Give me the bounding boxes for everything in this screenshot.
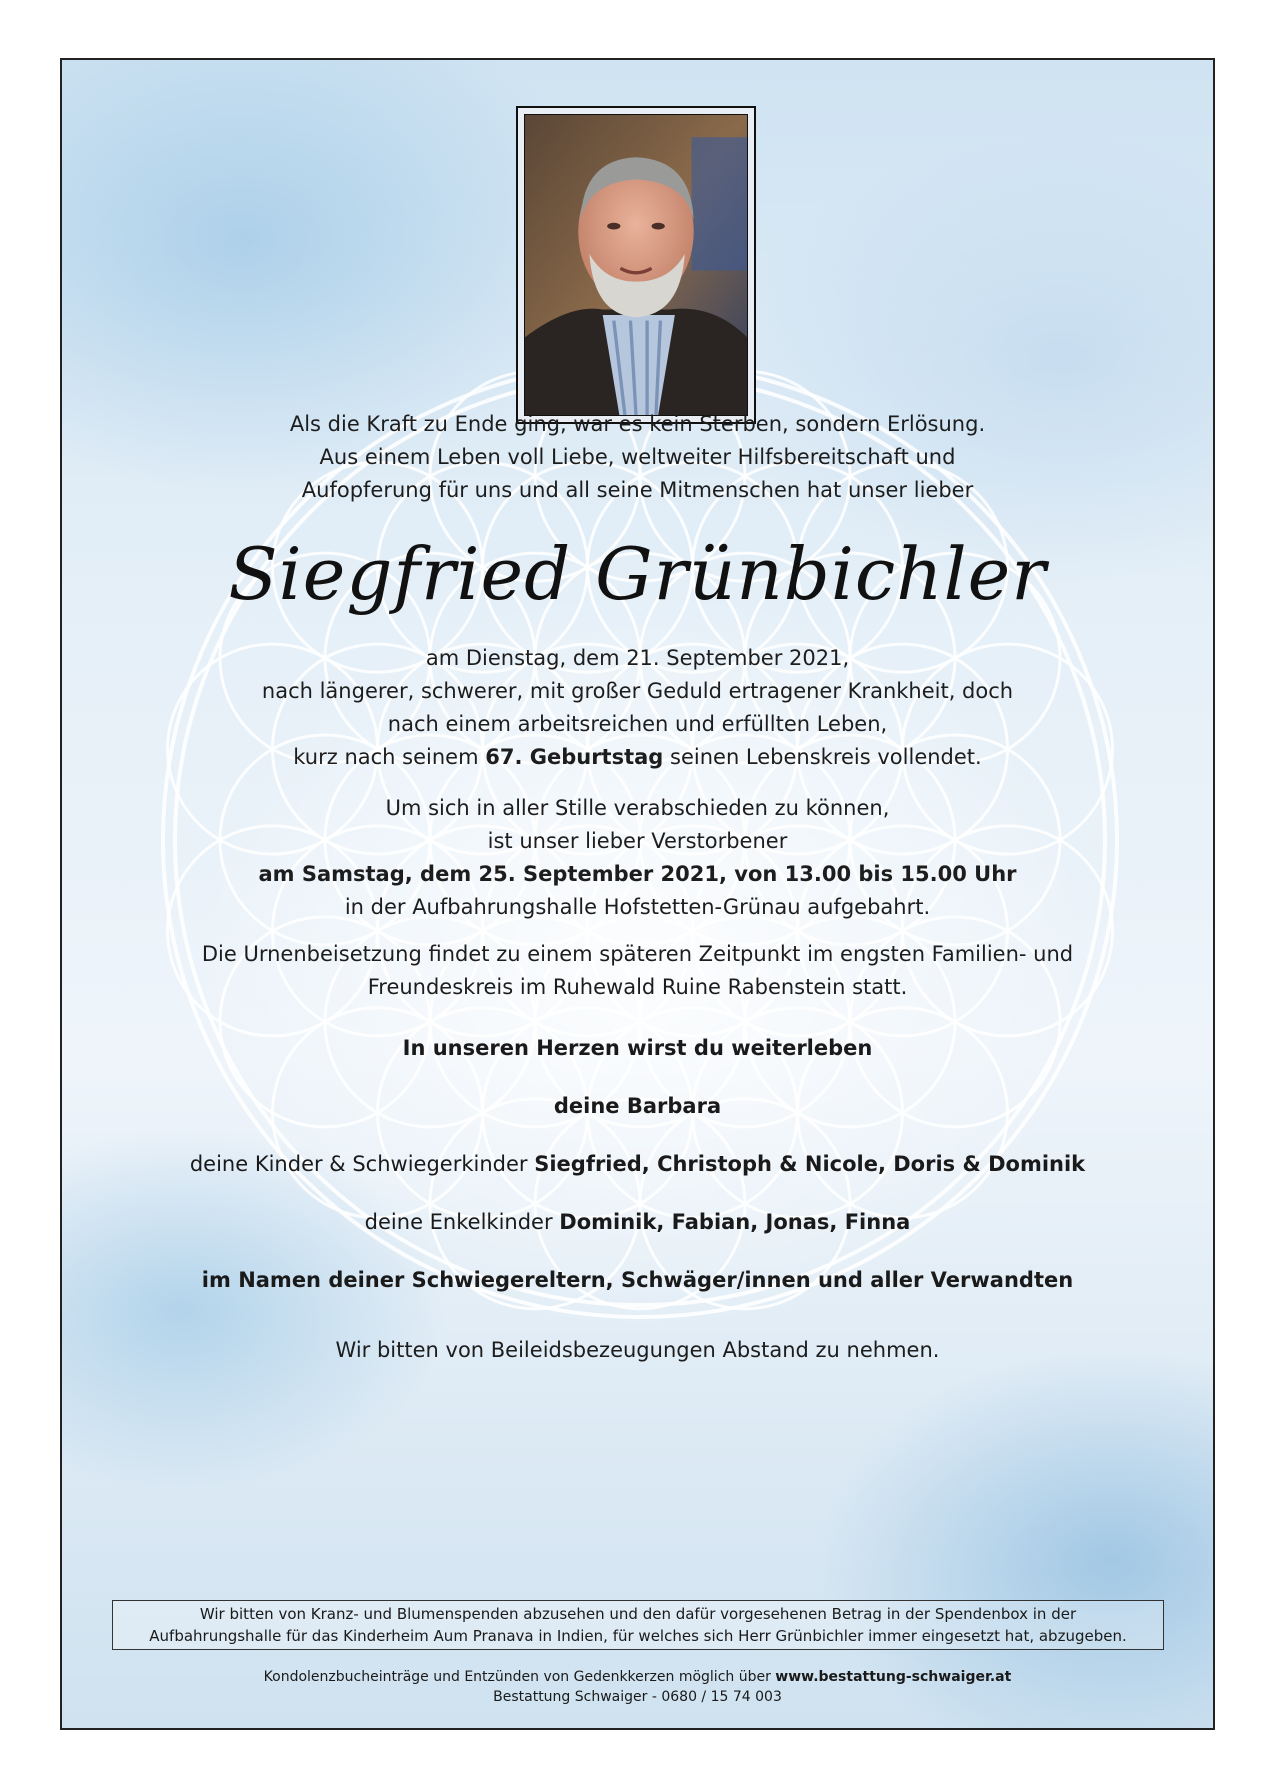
mourner-family — [62, 1265, 1213, 1295]
condolence-note-text: Wir bitten von Beileidsbezeugungen Abstand zu nehmen. — [335, 1338, 940, 1362]
passing-line-4 — [62, 741, 1213, 774]
passing-line-3: nach einem arbeitsreichen und erfüllten Leben, — [387, 712, 888, 736]
birthday-highlight: 67. Geburtstag — [485, 745, 664, 769]
mourner-family-text: im Namen deiner Schwiegereltern, Schwäger/innen und aller Verwandten — [201, 1268, 1074, 1292]
mourner-grandchildren-text — [62, 1207, 1213, 1237]
burial-line-1: Die Urnenbeisetzung findet zu einem späteren Zeitpunkt im engsten Familien- und — [201, 942, 1074, 966]
intro-line-2: Aus einem Leben voll Liebe, weltweiter Hilfsbereitschaft und — [319, 445, 956, 469]
deceased-name: Siegfried Grünbichler — [228, 532, 1047, 616]
donation-line-1: Wir bitten von Kranz- und Blumenspenden abzusehen und den dafür vorgesehenen Betrag in der Spendenbox in der — [199, 1605, 1077, 1623]
intro-text — [62, 408, 1213, 507]
footer — [62, 1667, 1213, 1707]
passing-line-1: am Dienstag, dem 21. September 2021, — [425, 646, 850, 670]
mourner-wife — [62, 1091, 1213, 1121]
viewing-line-1: Um sich in aller Stille verabschieden zu können, — [385, 796, 890, 820]
footer-line-2: Bestattung Schwaiger - 0680 / 15 74 003 — [493, 1689, 782, 1705]
viewing-line-2: ist unser lieber Verstorbener — [487, 829, 788, 853]
portrait-frame — [516, 106, 756, 424]
burial-info — [62, 938, 1213, 1004]
mourner-grandchildren — [62, 1207, 1213, 1237]
children-label: deine Kinder & Schwiegerkinder — [189, 1152, 535, 1176]
passing-info — [62, 642, 1213, 774]
donation-notice-box — [112, 1600, 1164, 1650]
grandchildren-names: Dominik, Fabian, Jonas, Finna — [559, 1210, 911, 1234]
children-names: Siegfried, Christoph & Nicole, Doris & Dominik — [534, 1152, 1086, 1176]
footer-text: Kondolenzbucheinträge und Entzünden von Gedenkkerzen möglich über — [263, 1669, 776, 1685]
closing-text: In unseren Herzen wirst du weiterleben — [402, 1036, 873, 1060]
donation-line-2: Aufbahrungshalle für das Kinderheim Aum Pranava in Indien, für welches sich Herr Grünbichler immer eingesetzt hat, abzugeben. — [149, 1627, 1127, 1645]
passing-line-2: nach längerer, schwerer, mit großer Geduld ertragener Krankheit, doch — [261, 679, 1014, 703]
viewing-info — [62, 792, 1213, 924]
mourner-children — [62, 1149, 1213, 1179]
viewing-date: am Samstag, dem 25. September 2021, von 13.00 bis 15.00 Uhr — [258, 862, 1017, 886]
viewing-line-4: in der Aufbahrungshalle Hofstetten-Grünau aufgebahrt. — [344, 895, 931, 919]
grandchildren-label: deine Enkelkinder — [364, 1210, 560, 1234]
deceased-name-block — [62, 532, 1213, 616]
passing-line-4-pre: kurz nach seinem — [293, 745, 486, 769]
closing-line — [62, 1033, 1213, 1063]
footer-line-1 — [62, 1667, 1213, 1687]
mourner-wife-text: deine Barbara — [553, 1094, 722, 1118]
intro-line-3: Aufopferung für uns und all seine Mitmenschen hat unser lieber — [301, 478, 974, 502]
passing-line-4-post: seinen Lebenskreis vollendet. — [663, 745, 982, 769]
mourner-children-text — [62, 1149, 1213, 1179]
condolence-note — [62, 1334, 1213, 1367]
portrait-photo — [524, 114, 748, 416]
burial-line-2: Freundeskreis im Ruhewald Ruine Rabenstein statt. — [367, 975, 908, 999]
obituary-card — [60, 58, 1215, 1730]
website-link[interactable]: www.bestattung-schwaiger.at — [775, 1669, 1012, 1685]
intro-line-1: Als die Kraft zu Ende ging, war es kein Sterben, sondern Erlösung. — [289, 412, 986, 436]
